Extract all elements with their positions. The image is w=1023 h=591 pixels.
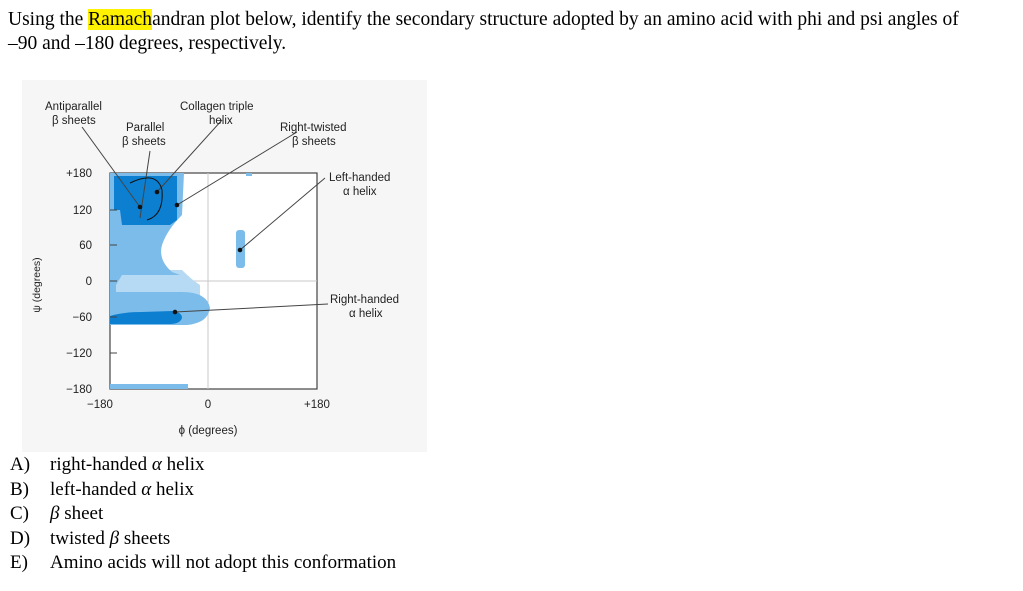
label-collagen-line1: Collagen triple (180, 101, 254, 113)
x-axis-label: ϕ (degrees) (178, 425, 238, 437)
ramachandran-plot (22, 80, 427, 452)
x-tick-label: +180 (304, 399, 330, 411)
x-tick-label: 0 (204, 399, 212, 411)
option-text (50, 453, 205, 478)
ramachandran-svg (22, 80, 427, 452)
label-right-helix-line1: Right-handed (330, 294, 400, 306)
label-parallel-line1: Parallel (126, 122, 165, 134)
option-text-pre: right-handed (50, 454, 152, 475)
question-line2: –90 and –180 degrees, respectively. (8, 33, 287, 54)
label-antiparallel-line1: Antiparallel (45, 101, 102, 113)
answer-options (10, 453, 396, 576)
y-axis-label: ψ (degrees) (31, 257, 43, 313)
y-tick-label: −180 (66, 384, 92, 396)
option-text-post: sheets (119, 527, 171, 549)
question-line1-rest: andran plot below, identify the secondary structure adopted by an amino acid with phi and psi angles of (152, 9, 959, 30)
label-right-twisted-line2: β sheets (292, 136, 336, 148)
option-greek: β (109, 527, 120, 549)
option-text (50, 502, 103, 527)
option-letter: D) (10, 527, 31, 549)
option-c[interactable] (10, 502, 396, 527)
question-text (8, 8, 1008, 56)
highlighted-word: Ramach (88, 9, 153, 30)
label-left-helix-line2: α helix (343, 186, 377, 198)
y-tick-label: 120 (72, 205, 92, 217)
label-collagen-line2: helix (209, 115, 233, 127)
y-tick-label: 0 (85, 276, 92, 288)
y-tick-label: 60 (79, 240, 92, 252)
label-left-helix-line1: Left-handed (329, 172, 391, 184)
label-right-twisted-line1: Right-twisted (280, 122, 347, 134)
option-letter: C) (10, 503, 29, 524)
label-parallel-line2: β sheets (122, 136, 166, 148)
option-greek: α (141, 478, 152, 500)
option-letter: A) (10, 454, 31, 475)
option-greek: β (50, 503, 60, 524)
option-text (50, 478, 194, 503)
label-right-helix-line2: α helix (349, 308, 383, 320)
option-letter: B) (10, 478, 29, 500)
option-text-post: helix (151, 478, 194, 500)
option-text-pre: Amino acids will not adopt this conformation (50, 552, 397, 573)
option-text (50, 551, 396, 576)
y-tick-label: −120 (66, 348, 92, 360)
option-letter: E) (10, 552, 28, 573)
option-b[interactable] (10, 478, 396, 503)
option-a[interactable] (10, 453, 396, 478)
label-antiparallel-line2: β sheets (52, 115, 96, 127)
option-text (50, 527, 170, 552)
top-dot-region (246, 173, 252, 176)
y-tick-label: −60 (72, 312, 92, 324)
option-text-pre: twisted (50, 527, 110, 549)
option-greek: α (151, 454, 162, 475)
option-e[interactable] (10, 551, 396, 576)
option-d[interactable] (10, 527, 396, 552)
y-tick-label: +180 (66, 168, 92, 180)
option-text-post: sheet (59, 503, 104, 524)
option-text-post: helix (161, 454, 205, 475)
option-text-pre: left-handed (50, 478, 142, 500)
bottom-strip-region (110, 384, 188, 389)
question-prefix: Using the (8, 9, 89, 30)
x-tick-label: −180 (87, 399, 113, 411)
